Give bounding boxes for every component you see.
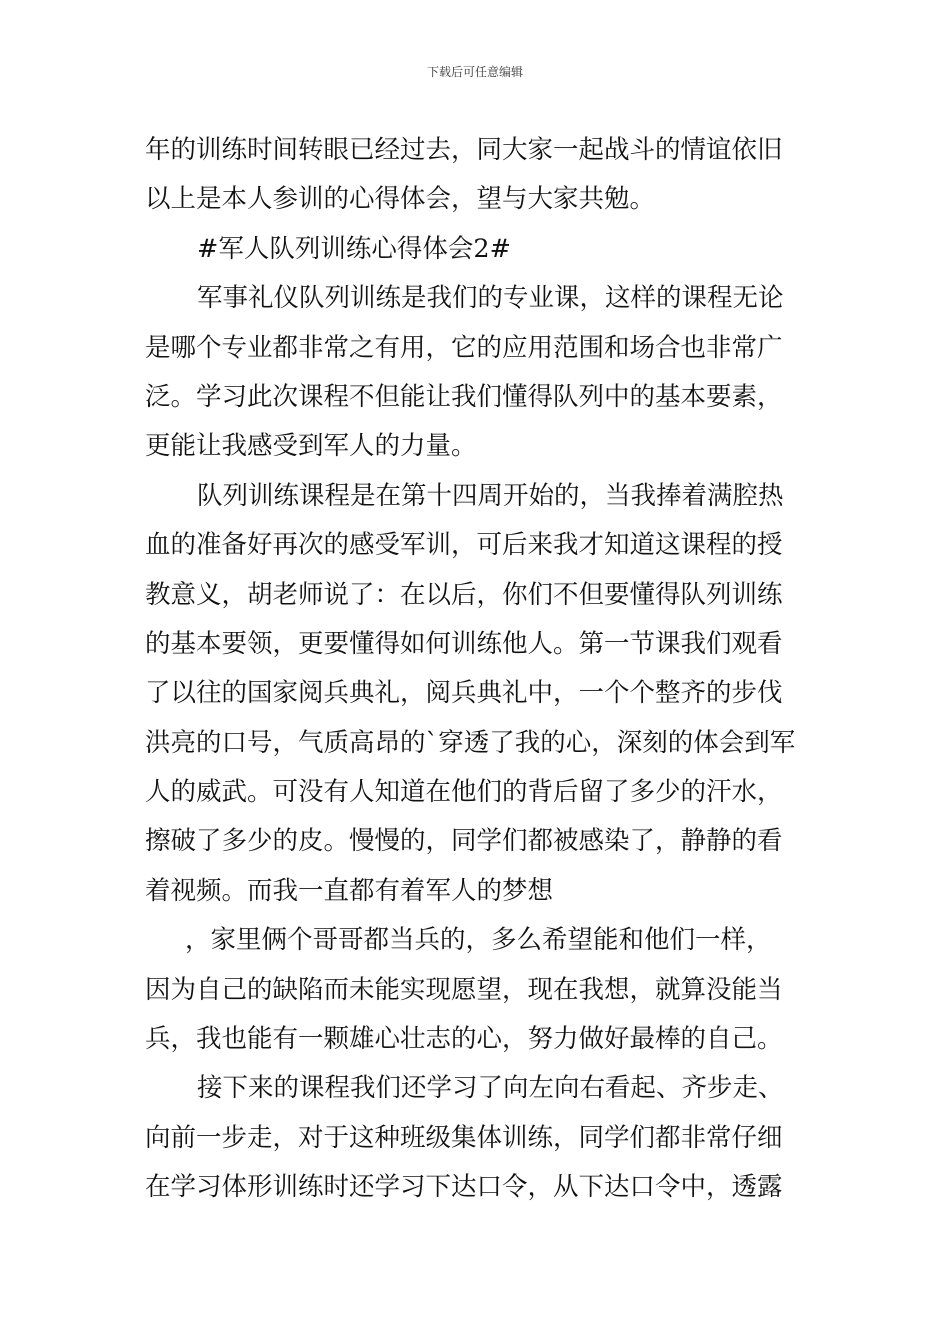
text-line: 着视频。而我一直都有着军人的梦想 (145, 875, 554, 906)
text-line: 年的训练时间转眼已经过去，同大家一起战斗的情谊依旧 (145, 135, 783, 165)
text-line: ，家里俩个哥哥都当兵的，多么希望能和他们一样， (185, 925, 772, 956)
text-line: 了以往的国家阅兵典礼，阅兵典礼中，一个个整齐的步伐 (145, 678, 783, 709)
text-line: 泛。学习此次课程不但能让我们懂得队列中的基本要素， (145, 381, 783, 412)
text-line: 血的准备好再次的感受军训，可后来我才知道这课程的授 (145, 530, 783, 561)
text-line: 接下来的课程我们还学习了向左向右看起、齐步走、 (197, 1073, 784, 1104)
text-line: 是哪个专业都非常之有用，它的应用范围和场合也非常广 (145, 332, 783, 363)
text-line: 兵，我也能有一颗雄心壮志的心，努力做好最棒的自己。 (145, 1024, 783, 1055)
document-body (145, 131, 810, 1218)
text-line: 队列训练课程是在第十四周开始的，当我捧着满腔热 (197, 480, 784, 511)
text-line: 更能让我感受到军人的力量。 (145, 431, 477, 462)
text-line: 教意义，胡老师说了：在以后，你们不但要懂得队列训练 (145, 579, 783, 610)
text-line: 擦破了多少的皮。慢慢的，同学们都被感染了，静静的看 (145, 826, 783, 857)
text-line: 的基本要领，更要懂得如何训练他人。第一节课我们观看 (145, 628, 783, 659)
text-line: 以上是本人参训的心得体会，望与大家共勉。 (145, 184, 656, 215)
text-line: 因为自己的缺陷而未能实现愿望，现在我想，就算没能当 (145, 974, 783, 1005)
text-line: 军事礼仪队列训练是我们的专业课，这样的课程无论 (197, 283, 784, 314)
text-line: 洪亮的口号，气质高昂的`穿透了我的心，深刻的体会到军 (145, 727, 796, 758)
page-header: 下载后可任意编辑 (426, 65, 523, 79)
section-heading: #军人队列训练心得体会2# (197, 233, 511, 264)
text-line: 向前一步走，对于这种班级集体训练，同学们都非常仔细 (145, 1122, 783, 1153)
text-line: 人的威武。可没有人知道在他们的背后留了多少的汗水， (145, 777, 783, 808)
text-line: 在学习体形训练时还学习下达口令，从下达口令中，透露 (145, 1172, 783, 1203)
